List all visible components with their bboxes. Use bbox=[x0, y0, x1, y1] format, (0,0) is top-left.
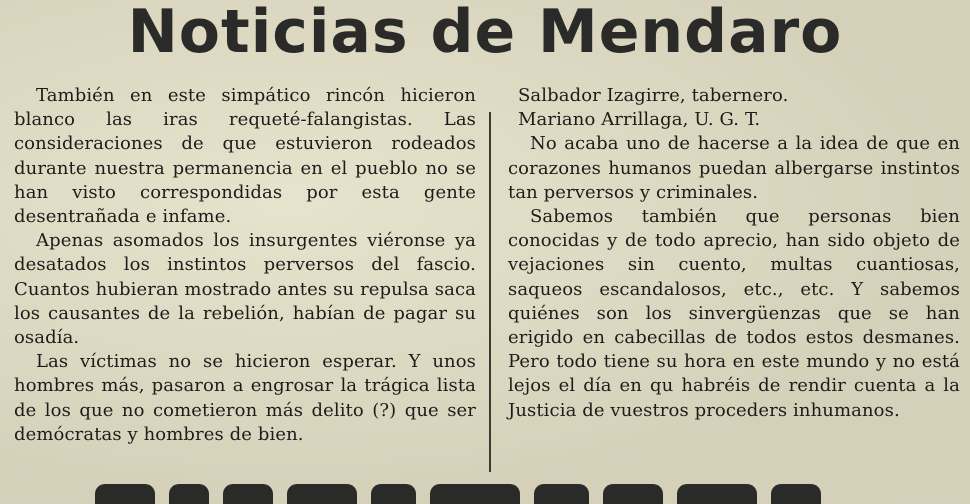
left-column bbox=[14, 84, 476, 447]
right-paragraph-1: No acaba uno de hacerse a la idea de que en corazones humanos puedan albergarse instintos tan perversos y criminales. bbox=[508, 133, 960, 203]
cropped-next-headline bbox=[95, 484, 895, 504]
right-paragraph-2: Sabemos también que personas bien conocidas y de todo aprecio, han sido objeto de vejaciones sin cuento, multas cuantiosas, saqueos escandalosos, etc., etc. Y sabemos quiénes son los sinvergüenzas que se han erigido en cabecillas de todos estos desmanes. Pero todo tiene su hora en este mundo y no está lejos el día en qu habréis de rendir cuenta a la Justicia de vuestros proceders inhumanos. bbox=[508, 206, 960, 421]
column-divider bbox=[489, 112, 491, 472]
left-paragraph-3: Las víctimas no se hicieron esperar. Y unos hombres más, pasaron a engrosar la trágica lista de los que no cometieron más delito (?) que ser demócratas y hombres de bien. bbox=[14, 351, 476, 445]
victim-list-item-1: Salbador Izagirre, tabernero. bbox=[518, 85, 789, 106]
left-paragraph-2: Apenas asomados los insurgentes viéronse ya desatados los instintos perversos del fascio. Cuantos hubieran mostrado antes su repulsa saca los causantes de la rebelión, habían de pagar su osadía. bbox=[14, 230, 476, 349]
right-column bbox=[508, 84, 960, 423]
headline: Noticias de Mendaro bbox=[127, 0, 843, 67]
victim-list-item-2: Mariano Arrillaga, U. G. T. bbox=[518, 109, 761, 131]
left-paragraph-1: También en este simpático rincón hicieron blanco las iras requeté-falangistas. Las consideraciones de que estuvieron rodeados durante nuestra permanencia en el pueblo no se han visto correspondidas por esta gente desentrañada e infame. bbox=[14, 85, 476, 228]
